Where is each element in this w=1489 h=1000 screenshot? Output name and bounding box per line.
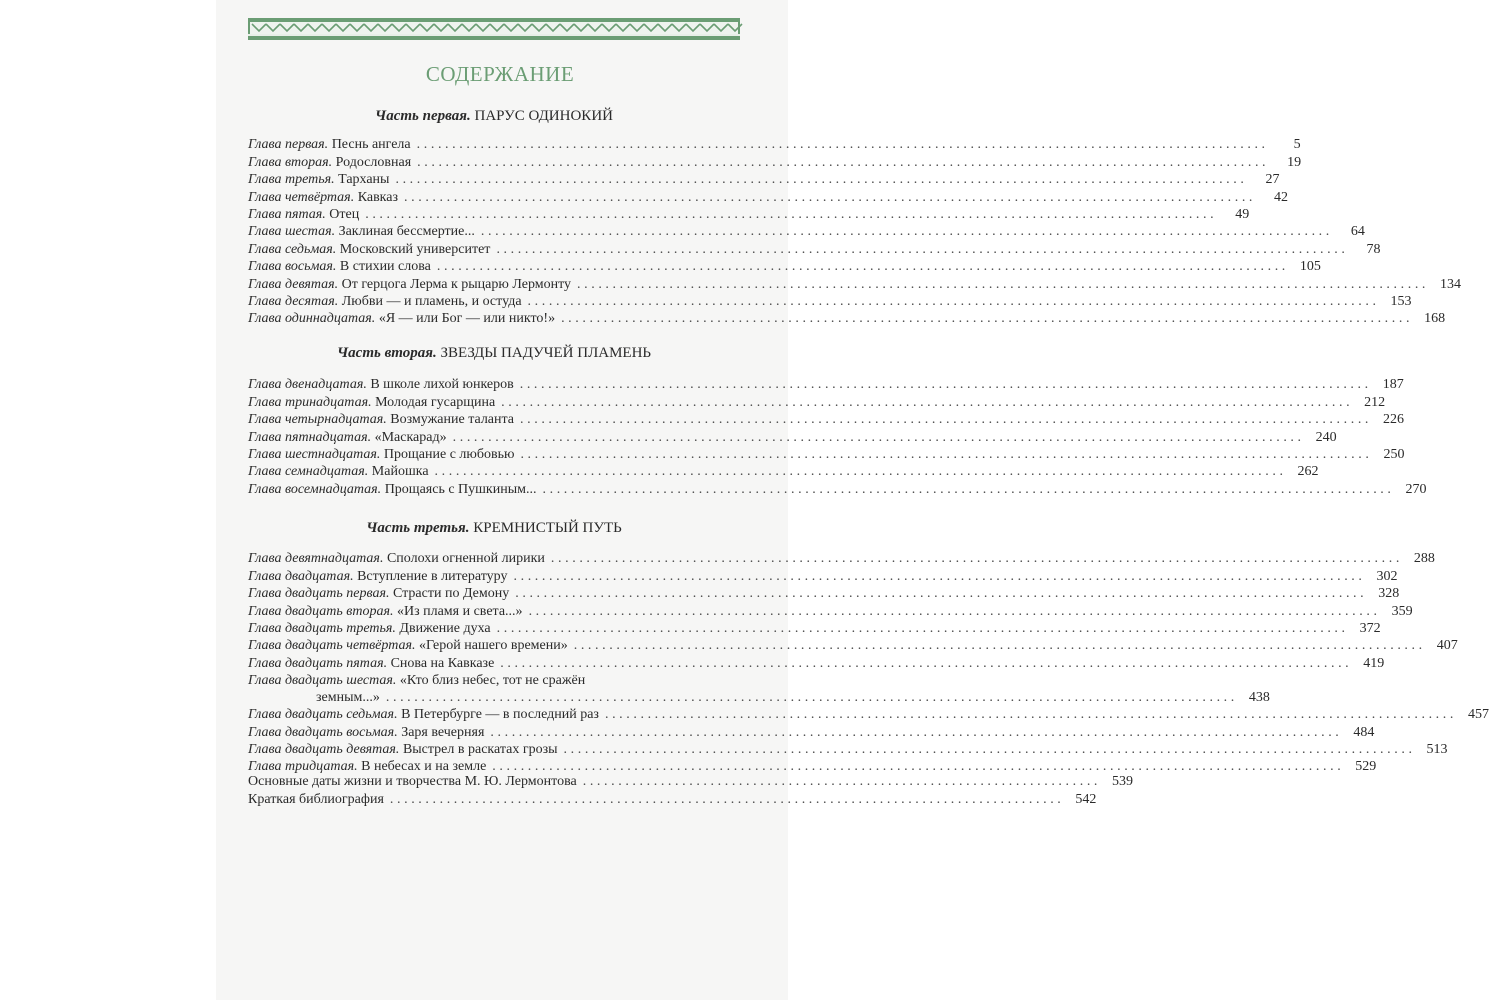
dot-leader: ........................................................................................................................ xyxy=(365,206,1218,222)
dot-leader: ........................................................................................................................ xyxy=(501,394,1354,410)
page-number: 64 xyxy=(1350,224,1365,240)
chapter-title: В школе лихой юнкеров xyxy=(370,377,514,393)
toc-list-part-1 xyxy=(248,136,1462,327)
page-number: 226 xyxy=(1383,412,1405,428)
chapter-title: Тарханы xyxy=(338,172,390,188)
chapter-title: От герцога Лерма к рыцарю Лермонту xyxy=(341,276,572,292)
dot-leader: ........................................................................................................................ xyxy=(573,638,1426,654)
chapter-label: Глава первая. xyxy=(248,137,329,153)
toc-entry xyxy=(248,310,1446,327)
dot-leader: ........................................................................................................................ xyxy=(500,655,1353,671)
chapter-title: Страсти по Демону xyxy=(392,586,510,602)
toc-entry xyxy=(248,741,1448,758)
chapter-label: Глава двенадцатая. xyxy=(248,377,367,393)
chapter-label: Глава шестнадцатая. xyxy=(248,446,381,462)
page-number: 328 xyxy=(1378,586,1400,602)
chapter-heading xyxy=(248,603,523,620)
chapter-label: Глава четвёртая. xyxy=(248,189,355,205)
part-label: Часть первая. xyxy=(375,108,471,124)
chapter-label: Глава двадцать седьмая. xyxy=(248,707,398,723)
toc-entry xyxy=(248,706,1489,723)
part-name: ЗВЕЗДЫ ПАДУЧЕЙ ПЛАМЕНЬ xyxy=(440,345,652,361)
dot-leader: ........................................................................................................................ xyxy=(480,224,1333,240)
page-number: 168 xyxy=(1424,311,1446,327)
dot-leader: ........................................................................................................................ xyxy=(496,241,1349,257)
page-number: 529 xyxy=(1355,759,1377,775)
toc-entry xyxy=(248,153,1302,170)
page-number: 407 xyxy=(1436,638,1458,654)
chapter-label: Глава девятая. xyxy=(248,276,339,292)
page-number: 49 xyxy=(1235,206,1250,222)
chapter-title: В Петербурге — в последний раз xyxy=(401,707,599,723)
dot-leader: ........................................................................................................................ xyxy=(519,377,1372,393)
chapter-label: Глава пятнадцатая. xyxy=(248,429,372,445)
toc-entry xyxy=(248,240,1381,257)
chapter-heading xyxy=(248,706,599,723)
toc-entry xyxy=(248,773,1134,790)
toc-entry xyxy=(248,672,1270,706)
chapter-label: Глава третья. xyxy=(248,172,335,188)
chapter-heading xyxy=(248,620,491,637)
toc-entry xyxy=(248,637,1458,654)
part-name: КРЕМНИСТЫЙ ПУТЬ xyxy=(473,520,622,536)
page-number: 302 xyxy=(1376,568,1398,584)
chapter-label: Глава восемнадцатая. xyxy=(248,481,382,497)
toc-entry xyxy=(248,258,1321,275)
page-number: 419 xyxy=(1363,655,1385,671)
chapter-heading xyxy=(248,136,411,153)
dot-leader: ........................................................................................................................ xyxy=(513,568,1366,584)
page-number: 438 xyxy=(1248,689,1270,705)
chapter-heading xyxy=(248,481,537,498)
toc-entry xyxy=(248,723,1375,740)
page-number: 484 xyxy=(1353,724,1375,740)
chapter-label: Глава двадцать пятая. xyxy=(248,655,388,671)
dot-leader: ........................................................................................................................ xyxy=(434,464,1287,480)
chapter-title: «Маскарад» xyxy=(374,429,447,445)
page-number: 27 xyxy=(1265,172,1280,188)
chapter-label: Глава двадцать первая. xyxy=(248,586,390,602)
page-number: 359 xyxy=(1391,603,1413,619)
toc-entry xyxy=(248,206,1250,223)
part-heading-1 xyxy=(248,108,740,125)
chapter-heading xyxy=(248,376,514,393)
chapter-title: «Я — или Бог — или никто!» xyxy=(378,311,556,327)
chapter-label: Глава восьмая. xyxy=(248,259,337,275)
page-number: 212 xyxy=(1364,394,1386,410)
dot-leader: ........................................................................................................................ xyxy=(436,259,1289,275)
chapter-label: Глава шестая. xyxy=(248,224,336,240)
chapter-heading xyxy=(248,724,484,741)
chapter-heading xyxy=(248,585,509,602)
page-number: 5 xyxy=(1293,137,1301,153)
chapter-heading xyxy=(248,411,514,428)
chapter-heading xyxy=(248,171,389,188)
chapter-label: Глава десятая. xyxy=(248,293,339,309)
chapter-heading xyxy=(248,223,475,240)
toc-entry xyxy=(248,790,1097,807)
chapter-heading xyxy=(248,655,494,672)
toc-entry xyxy=(248,585,1400,602)
toc-entry xyxy=(248,293,1412,310)
chapter-heading xyxy=(248,258,431,275)
chapter-title: Прощание с любовью xyxy=(383,446,515,462)
chapter-label: Глава одиннадцатая. xyxy=(248,311,376,327)
chapter-label: Глава двадцать восьмая. xyxy=(248,724,398,740)
chapter-title: Заклиная бессмертие... xyxy=(338,224,475,240)
page-number: 542 xyxy=(1075,791,1097,807)
dot-leader: ........................................................................................................................ xyxy=(550,551,1403,567)
toc-entry xyxy=(248,411,1405,428)
chapter-title: Сполохи огненной лирики xyxy=(386,551,545,567)
chapter-label: Глава двадцать четвёртая. xyxy=(248,638,416,654)
dot-leader: ........................................................................................................................ xyxy=(490,724,1343,740)
dot-leader: ........................................................................................................................ xyxy=(395,172,1248,188)
chapter-heading xyxy=(248,310,555,327)
toc-list-part-3 xyxy=(248,550,1489,775)
part-name: ПАРУС ОДИНОКИЙ xyxy=(474,108,613,124)
page-number: 270 xyxy=(1405,481,1427,497)
chapter-title: Снова на Кавказе xyxy=(390,655,495,671)
page-number: 262 xyxy=(1297,464,1319,480)
dot-leader: ........................................................................................................................ xyxy=(604,707,1457,723)
chapter-title: «Герой нашего времени» xyxy=(419,638,568,654)
chapter-title: Молодая гусарщина xyxy=(375,394,496,410)
dot-leader: ........................................................................................................................ xyxy=(515,586,1368,602)
chapter-title: Родословная xyxy=(335,154,412,170)
dot-leader: ........................................................................................................................ xyxy=(417,154,1270,170)
dot-leader: ......................................................................... xyxy=(582,774,1102,790)
toc-entry xyxy=(248,550,1435,567)
page-number: 187 xyxy=(1382,377,1404,393)
chapter-title: Прощаясь с Пушкиным... xyxy=(384,481,537,497)
chapter-label: Глава двадцать третья. xyxy=(248,620,396,636)
dot-leader: ........................................................................................................................ xyxy=(385,689,1238,705)
chapter-heading xyxy=(248,429,447,446)
chapter-title: Заря вечерняя xyxy=(401,724,485,740)
toc-entry xyxy=(248,654,1385,671)
chapter-heading xyxy=(248,154,411,171)
chapter-label: Глава девятнадцатая. xyxy=(248,551,384,567)
chapter-label: Глава двадцать вторая. xyxy=(248,603,394,619)
chapter-title: Отец xyxy=(329,206,360,222)
toc-list-part-2 xyxy=(248,376,1427,498)
chapter-heading xyxy=(248,568,508,585)
chapter-label: Глава пятая. xyxy=(248,206,326,222)
page-number: 288 xyxy=(1413,551,1435,567)
page-number: 372 xyxy=(1359,620,1381,636)
toc-entry xyxy=(248,171,1280,188)
chapter-heading xyxy=(248,189,398,206)
entry-title: Краткая библиография xyxy=(248,791,384,807)
chapter-title: Движение духа xyxy=(399,620,491,636)
chapter-title: Майошка xyxy=(371,464,429,480)
chapter-heading xyxy=(248,293,522,310)
chapter-label: Глава двадцать шестая. xyxy=(248,672,397,688)
toc-appendix-list xyxy=(248,773,1134,808)
chapter-label: Глава вторая. xyxy=(248,154,333,170)
page-number: 250 xyxy=(1383,446,1405,462)
toc-entry xyxy=(248,446,1405,463)
toc-entry xyxy=(248,463,1319,480)
dot-leader: ........................................................................................................................ xyxy=(527,293,1380,309)
toc-entry xyxy=(248,428,1337,445)
chapter-label: Глава двадцать девятая. xyxy=(248,741,400,757)
page-number: 457 xyxy=(1467,707,1489,723)
dot-leader: ........................................................................................................................ xyxy=(520,412,1373,428)
dot-leader: ........................................................................................................................ xyxy=(416,137,1269,153)
page-number: 240 xyxy=(1315,429,1337,445)
dot-leader: ........................................................................................................................ xyxy=(563,741,1416,757)
chapter-label: Глава четырнадцатая. xyxy=(248,412,387,428)
chapter-heading xyxy=(248,446,514,463)
page-number: 42 xyxy=(1274,189,1289,205)
part-label: Часть вторая. xyxy=(336,345,437,361)
chapter-title-continued: земным...» xyxy=(316,689,380,705)
dot-leader: ........................................................................................................................ xyxy=(561,311,1414,327)
toc-entry xyxy=(248,393,1386,410)
chapter-heading xyxy=(248,206,359,223)
chapter-title: Любви — и пламень, и остуда xyxy=(341,293,522,309)
chapter-title: Выстрел в раскатах грозы xyxy=(402,741,558,757)
page-number: 539 xyxy=(1112,774,1134,790)
part-heading-2 xyxy=(248,345,740,362)
page-number: 153 xyxy=(1390,293,1412,309)
chapter-title: «Из пламя и света...» xyxy=(396,603,523,619)
chapter-label: Глава двадцатая. xyxy=(248,568,354,584)
chapter-label: Глава тринадцатая. xyxy=(248,394,372,410)
chapter-label: Глава тридцатая. xyxy=(248,759,358,775)
chapter-heading xyxy=(248,394,495,411)
chapter-heading xyxy=(248,741,558,758)
chapter-heading xyxy=(248,550,545,567)
chapter-title: Песнь ангела xyxy=(331,137,411,153)
toc-entry xyxy=(248,223,1365,240)
dot-leader: ........................................................................................................................ xyxy=(496,620,1349,636)
chapter-label: Глава седьмая. xyxy=(248,241,337,257)
part-heading-3 xyxy=(248,520,740,537)
chapter-title: В стихии слова xyxy=(339,259,431,275)
dot-leader: ........................................................................................................................ xyxy=(492,759,1345,775)
page-number: 134 xyxy=(1440,276,1462,292)
dot-leader: ........................................................................................................................ xyxy=(404,189,1257,205)
chapter-title: «Кто близ небес, тот не сражён xyxy=(399,672,586,688)
dot-leader: ............................................................................................... xyxy=(389,791,1065,807)
toc-title: СОДЕРЖАНИЕ xyxy=(425,62,575,86)
entry-title: Основные даты жизни и творчества М. Ю. Лермонтова xyxy=(248,774,577,790)
dot-leader: ........................................................................................................................ xyxy=(520,446,1373,462)
chapter-title: Московский университет xyxy=(339,241,491,257)
dot-leader: ........................................................................................................................ xyxy=(452,429,1305,445)
dot-leader: ........................................................................................................................ xyxy=(528,603,1381,619)
chapter-title: Вступление в литературу xyxy=(357,568,508,584)
chapter-title: Возмужание таланта xyxy=(390,412,515,428)
chapter-title: В небесах и на земле xyxy=(361,759,487,775)
page-number: 105 xyxy=(1299,259,1321,275)
toc-entry xyxy=(248,188,1289,205)
page-number: 78 xyxy=(1366,241,1381,257)
toc-entry xyxy=(248,620,1381,637)
toc-entry xyxy=(248,567,1398,584)
decorative-header-band xyxy=(248,18,740,40)
toc-entry xyxy=(248,602,1413,619)
chapter-heading xyxy=(248,241,490,258)
toc-entry xyxy=(248,376,1404,393)
page-number: 513 xyxy=(1426,741,1448,757)
toc-entry xyxy=(248,136,1301,153)
chapter-label: Глава семнадцатая. xyxy=(248,464,369,480)
chapter-heading xyxy=(248,276,571,293)
dot-leader: ........................................................................................................................ xyxy=(542,481,1395,497)
toc-entry xyxy=(248,480,1427,497)
part-label: Часть третья. xyxy=(366,520,470,536)
toc-entry xyxy=(248,275,1462,292)
page-number: 19 xyxy=(1287,154,1302,170)
dot-leader: ........................................................................................................................ xyxy=(577,276,1430,292)
chapter-title: Кавказ xyxy=(357,189,399,205)
chapter-heading xyxy=(248,463,429,480)
chapter-heading xyxy=(248,637,568,654)
